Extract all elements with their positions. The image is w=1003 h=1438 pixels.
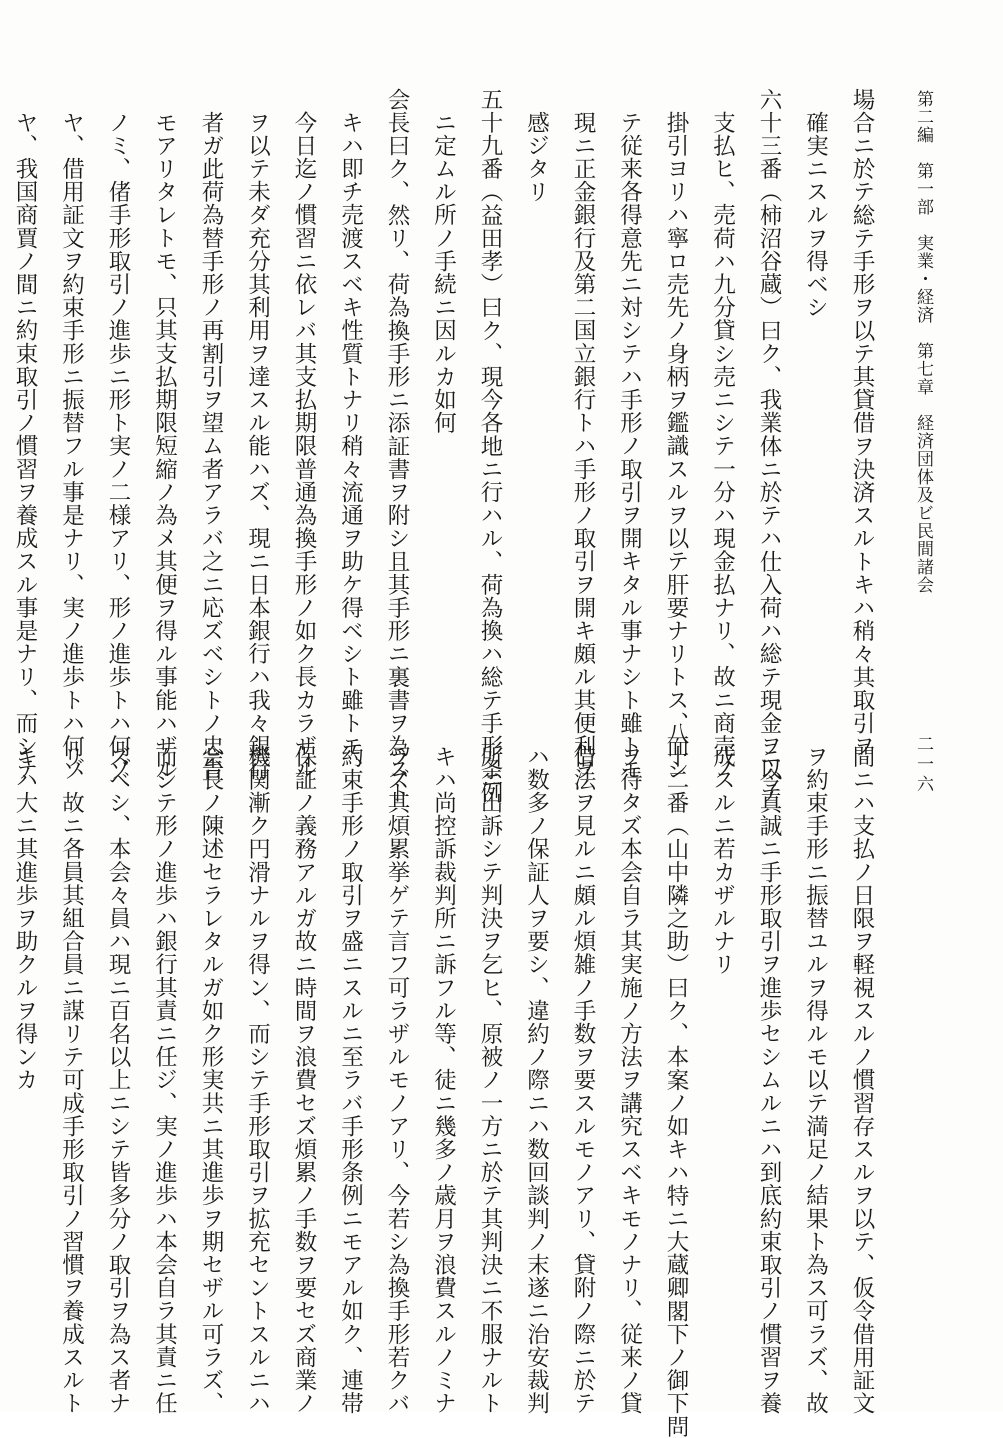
- speaker-paragraph-start: 五十九番（益田孝）曰ク、現今各地ニ行ハル、荷為換ハ総テ手形条例: [477, 88, 503, 805]
- text-column: ニ定ムル所ノ手続ニ因ルカ如何: [430, 110, 457, 434]
- text-column: 支払ヒ、売荷ハ九分貸シ売ニシテ一分ハ現金払ナリ、故ニ商売ノ: [709, 110, 736, 781]
- text-column: 而シテ形ノ進歩ハ銀行其責ニ任ジ、実ノ進歩ハ本会自ラ其責ニ任: [151, 744, 178, 1415]
- text-column: 約束手形ノ取引ヲ盛ニスルニ至ラバ手形条例ニモアル如ク、連帯: [337, 744, 364, 1415]
- text-column: ヤ、我国商賈ノ間ニ約束取引ノ慣習ヲ養成スル事是ナリ、而シテ: [12, 110, 38, 781]
- text-column: ノミ、偖手形取引ノ進歩ニ形ト実ノ二様アリ、形ノ進歩トハ何ゾ: [105, 110, 131, 781]
- text-column: リ、故ニ各員其組合員ニ謀リテ可成手形取引ノ習慣ヲ養成スルト: [58, 744, 85, 1415]
- speaker-paragraph-start: 八十二番（山中隣之助）曰ク、本案ノ如キハ特ニ大蔵卿閣下ノ御下問: [663, 722, 689, 1438]
- text-column: 掛引ヨリハ寧ロ売先ノ身柄ヲ鑑識スルヲ以テ肝要ナリトス、而シ: [663, 110, 689, 781]
- speaker-paragraph-start: [0, 722, 2, 1322]
- speaker-paragraph-start: 六十三番（柿沼谷蔵）曰ク、我業体ニ於テハ仕入荷ハ総テ現金ヲ以テ: [756, 88, 782, 805]
- text-column: キハ大ニ其進歩ヲ助クルヲ得ンカ: [12, 744, 38, 1091]
- text-column: 感ジタリ: [523, 110, 550, 203]
- text-column: 成スルニ若カザルナリ: [709, 744, 736, 976]
- text-column: ズベシ、本会々員ハ現ニ百名以上ニシテ皆多分ノ取引ヲ為ス者ナ: [105, 744, 131, 1415]
- text-column: [0, 88, 2, 680]
- text-column: ヲ約束手形ニ振替ユルヲ得ルモ以テ満足ノ結果ト為ス可ラズ、故: [802, 744, 829, 1415]
- text-column: ヲ以テ未ダ充分其利用ヲ達スル能ハズ、現ニ日本銀行ハ我々銀行: [244, 110, 271, 781]
- text-column: キハ尚控訴裁判所ニ訴フル等、徒ニ幾多ノ歳月ヲ浪費スルノミナ: [430, 744, 457, 1415]
- text-column: モアリタレトモ、只其支払期限短縮ノ為メ其便ヲ得ル事能ハザル: [151, 110, 178, 781]
- text-column: 確実ニスルヲ得ベシ: [802, 110, 829, 319]
- text-column: ラズ其煩累挙ゲテ言フ可ラザルモノアリ、今若シ為換手形若クバ: [384, 744, 410, 1415]
- text-column: テ従来各得意先ニ対シテハ手形ノ取引ヲ開キタル事ナシト雖トモ: [616, 110, 643, 781]
- page-number: 二一六: [913, 735, 933, 795]
- running-head: 第二編 第一部 実業・経済 第七章 経済団体及ビ民間諸会: [913, 90, 933, 594]
- text-column: キハ即チ売渡スベキ性質トナリ稍々流通ヲ助ケ得ベシト雖トモ、: [337, 110, 364, 781]
- text-column: ニ今真誠ニ手形取引ヲ進歩セシムルニハ到底約束取引ノ慣習ヲ養: [756, 744, 782, 1415]
- upper-text-tier: [12, 88, 885, 805]
- speaker-paragraph-start: 会長曰ク、然リ、荷為換手形ニ添証書ヲ附シ且其手形ニ裏書ヲ為スト: [384, 88, 410, 805]
- text-column: 借法ヲ見ルニ頗ル煩雑ノ手数ヲ要スルモノアリ、貸附ノ際ニ於テ: [570, 744, 596, 1415]
- text-column: 機関漸ク円滑ナルヲ得ン、而シテ手形取引ヲ拡充セントスルニハ: [244, 744, 271, 1415]
- text-column: 現ニ正金銀行及第二国立銀行トハ手形ノ取引ヲ開キ頗ル其便利ヲ: [570, 110, 596, 781]
- text-column: 場合ニ於テ総テ手形ヲ以テ其貸借ヲ決済スルトキハ稍々其取引ヲ: [849, 88, 875, 758]
- text-column: ヤ、借用証文ヲ約束手形ニ振替フル事是ナリ、実ノ進歩トハ何ゾ: [58, 110, 85, 781]
- text-column: 今日迄ノ慣習ニ依レバ其支払期限普通為換手形ノ如ク長カラザル: [291, 110, 317, 781]
- text-column: ハ数多ノ保証人ヲ要シ、違約ノ際ニハ数回談判ノ末遂ニ治安裁判: [523, 744, 550, 1415]
- text-column: ヲ待タズ本会自ラ其実施ノ方法ヲ講究スベキモノナリ、従来ノ貸: [616, 744, 643, 1415]
- text-column: 者ガ此荷為替手形ノ再割引ヲ望ム者アラバ之ニ応ズベシトノ忠告: [198, 110, 224, 781]
- text-column: 所ニ出訴シテ判決ヲ乞ヒ、原被ノ一方ニ於テ其判決ニ不服ナルト: [477, 744, 503, 1415]
- text-column: 保証ノ義務アルガ故ニ時間ヲ浪費セズ煩累ノ手数ヲ要セズ商業ノ: [291, 744, 317, 1415]
- text-column: 間ニハ支払ノ日限ヲ軽視スルノ慣習存スルヲ以テ、仮令借用証文: [849, 744, 875, 1415]
- text-column: 会長ノ陳述セラレタルガ如ク形実共ニ其進歩ヲ期セザル可ラズ、: [198, 744, 224, 1415]
- lower-text-tier: [12, 722, 885, 1438]
